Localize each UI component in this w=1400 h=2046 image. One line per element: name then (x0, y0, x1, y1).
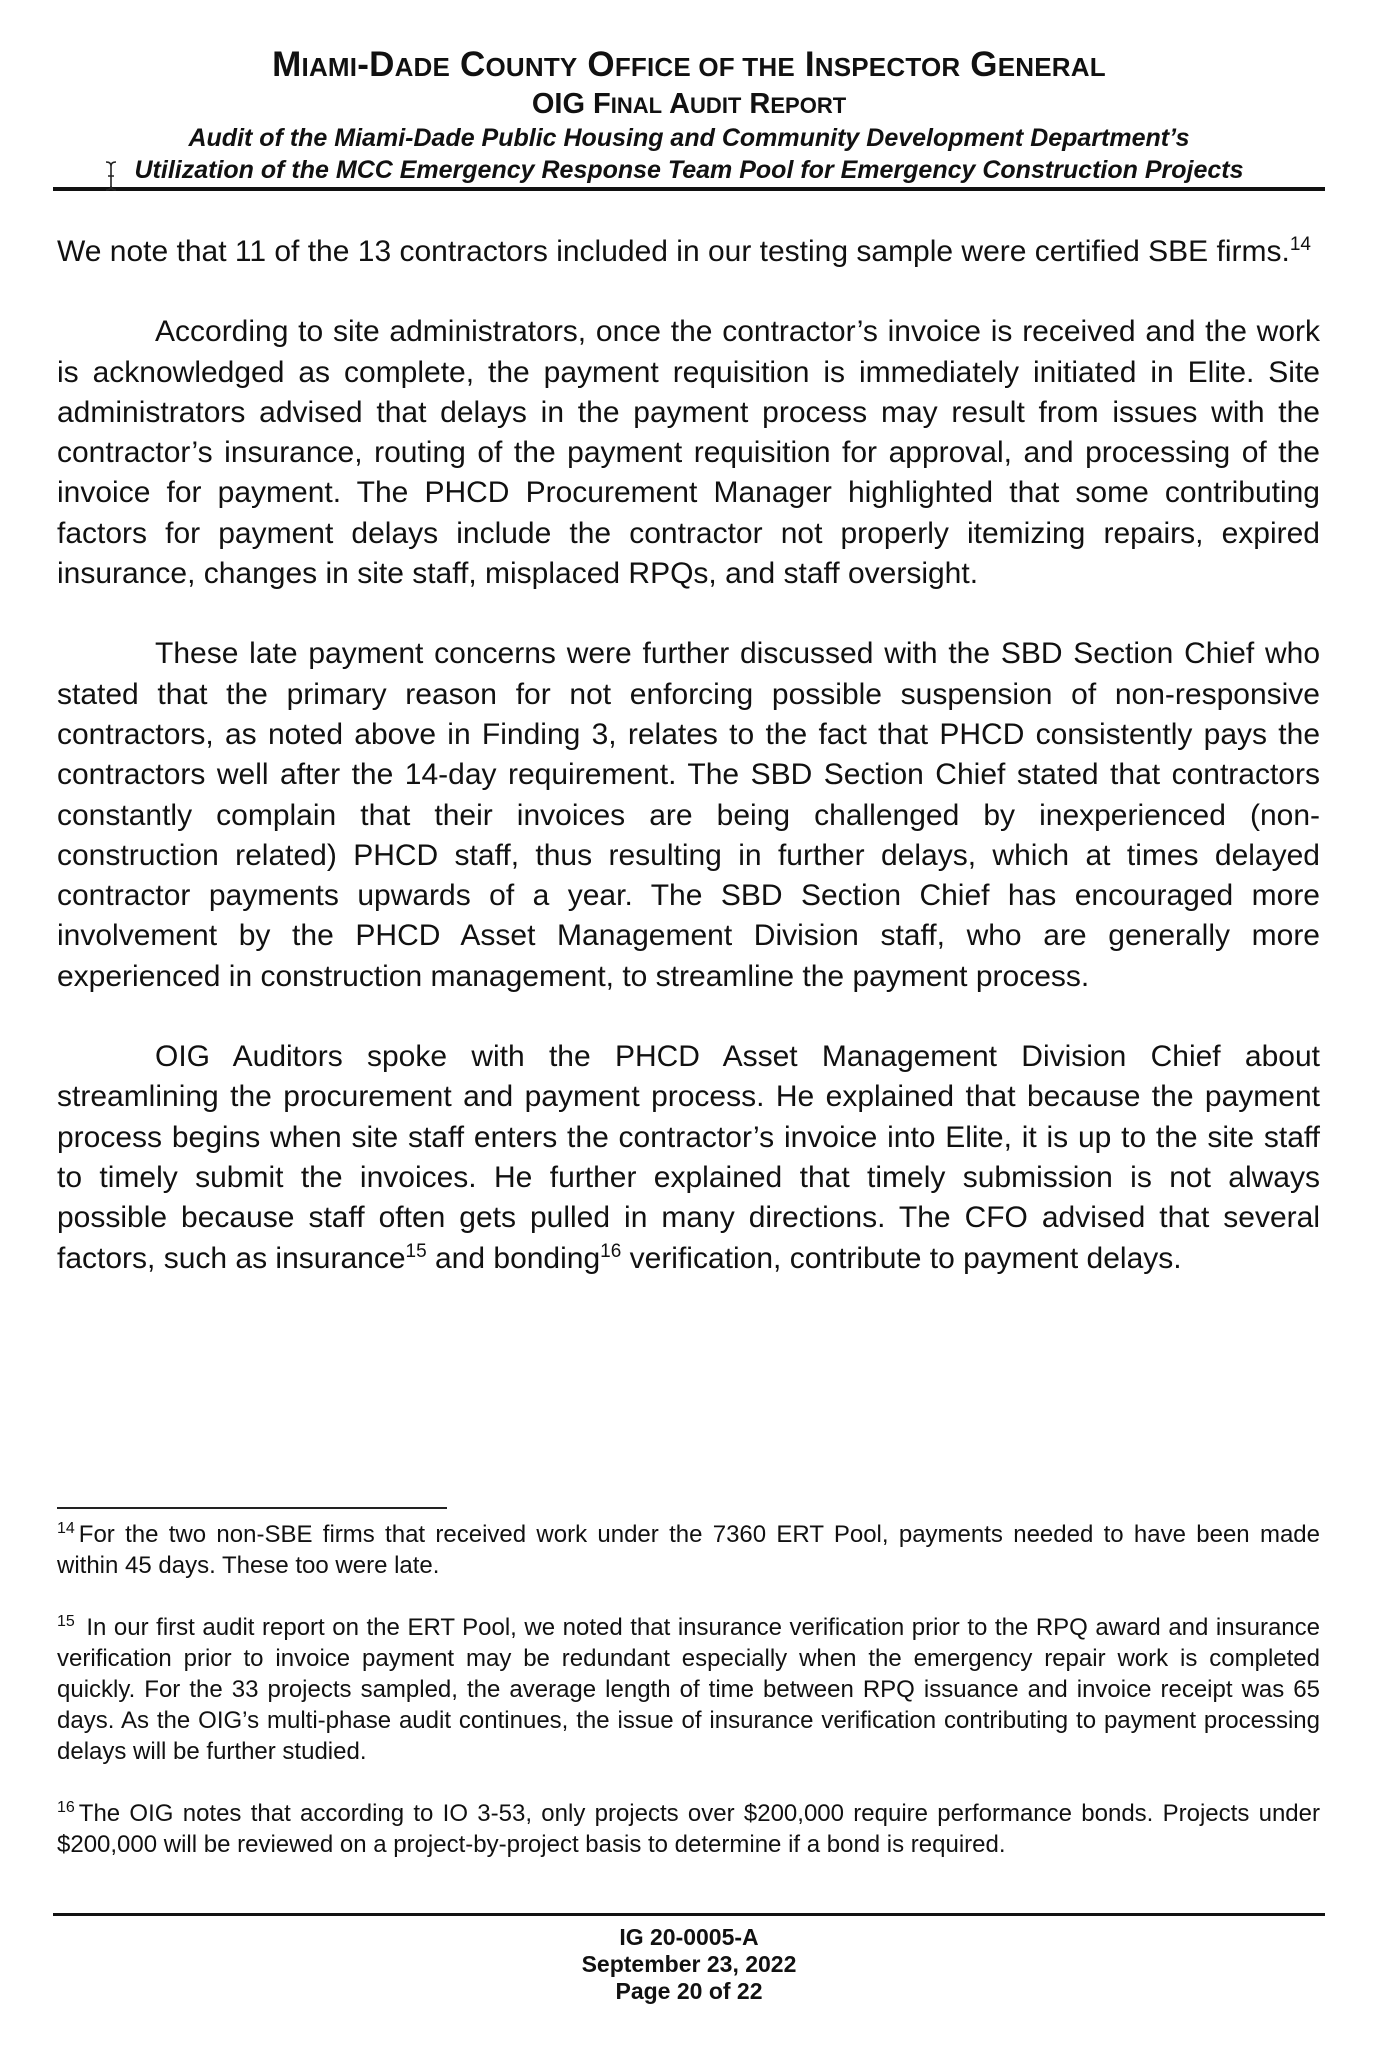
footnote-ref[interactable]: 15 (405, 1240, 427, 1262)
report-number: IG 20-0005-A (619, 1924, 759, 1950)
title-smallcaps: ADE (394, 52, 451, 82)
footnote-ref[interactable]: 16 (600, 1240, 622, 1262)
office-title (53, 44, 1325, 88)
report-cap: A (662, 88, 691, 120)
paragraph-text: and bonding (426, 1241, 601, 1275)
page-number: Page 20 of 22 (615, 1978, 763, 2004)
paragraph-sbe-firms (57, 232, 1320, 272)
title-cap: O (577, 45, 615, 84)
footnotes (57, 1519, 1320, 1891)
title-cap: M (272, 45, 302, 84)
footnote-text: In our first audit report on the ERT Pool, we noted that insurance verification prior to the RPQ award and insurance verification prior to invoice payment may be redundant especially when the emergency repair work is completed quickly. For the 33 projects sampled, the average length of time between RPQ issuance and invoice receipt was 65 days. As the OIG’s multi-phase audit continues, the issue of insurance verification contributing to payment processing delays will be further studied. (57, 1614, 1320, 1765)
report-smallcaps: EPORT (770, 93, 847, 118)
page-header (53, 44, 1325, 186)
title-cap: G (960, 45, 998, 84)
paragraph-late-payment-concerns: These late payment concerns were further discussed with the SBD Section Chief who stated that the primary reason for not enforcing possible suspension of non-responsive contractors, as noted above in Finding 3, relates to the fact that PHCD consistently pays the contractors well after the 14-day requirement. The SBD Section Chief stated that contractors constantly complain that their invoices are being challenged by inexperienced (non-construction related) PHCD staff, thus resulting in further delays, which at times delayed contractor payments upwards of a year. The SBD Section Chief has encouraged more involvement by the PHCD Asset Management Division staff, who are generally more experienced in construction management, to streamline the payment process. (57, 637, 1320, 993)
paragraph-text: verification, contribute to payment delays. (621, 1241, 1182, 1275)
footnote-ref[interactable]: 14 (1289, 234, 1311, 255)
title-smallcaps: OUNTY (485, 52, 578, 82)
audit-subtitle-line2: Utilization of the MCC Emergency Response Team Pool for Emergency Construction Projects (134, 156, 1244, 184)
report-smallcaps: INAL (610, 93, 663, 118)
audit-subtitle-line1: Audit of the Miami-Dade Public Housing and Community Development Department’s (188, 124, 1190, 152)
title-smallcaps: FFICE OF THE (614, 52, 795, 82)
report-date: September 23, 2022 (581, 1951, 797, 1977)
footnote-15 (57, 1612, 1320, 1767)
title-cap: I (794, 45, 815, 84)
footnote-16 (57, 1798, 1320, 1860)
footnote-number: 16 (57, 1799, 75, 1816)
paragraph-site-administrators: According to site administrators, once the contractor’s invoice is received and the work is acknowledged as complete, the payment requisition is immediately initiated in Elite. Site administrators advised that delays in the payment process may result from issues with the contractor’s insurance, routing of the payment requisition for approval, and processing of the invoice for payment. The PHCD Procurement Manager highlighted that some contributing factors for payment delays include the contractor not properly itemizing repairs, expired insurance, changes in site staff, misplaced RPQs, and staff oversight. (57, 315, 1320, 591)
title-smallcaps: ENERAL (997, 52, 1106, 82)
title-smallcaps: IAMI (301, 52, 358, 82)
footer-rule (53, 1913, 1325, 1916)
paragraph-text: We note that 11 of the 13 contractors included in our testing sample were certified SBE firms. (57, 235, 1290, 268)
header-rule (53, 187, 1325, 191)
title-cap: C (450, 45, 486, 84)
footnote-number: 15 (57, 1613, 75, 1630)
text-cursor-icon (104, 160, 118, 192)
body-text (57, 232, 1320, 1319)
footnote-text: The OIG notes that according to IO 3-53, only projects over $200,000 require performance bonds. Projects under $200,000 will be reviewed on a project-by-project basis to determine if a bond is required. (57, 1800, 1320, 1858)
report-cap: OIG F (531, 88, 611, 120)
report-cap: R (741, 88, 771, 120)
paragraph-oig-auditors (57, 1037, 1320, 1279)
footnote-separator (57, 1507, 447, 1509)
report-type (53, 88, 1325, 122)
paragraph-text: OIG Auditors spoke with the PHCD Asset Management Division Chief about streamlining the procurement and payment process. He explained that because the payment process begins when site staff enters the contractor’s invoice into Elite, it is up to the site staff to timely submit the invoices. He further explained that timely submission is not always possible because staff often gets pulled in many directions. The CFO advised that several factors, such as insurance (57, 1040, 1320, 1275)
footnote-number: 14 (57, 1520, 75, 1537)
report-smallcaps: UDIT (690, 93, 742, 118)
footnote-14 (57, 1519, 1320, 1581)
title-cap: -D (357, 45, 395, 84)
footnote-text: For the two non-SBE firms that received work under the 7360 ERT Pool, payments needed to have been made within 45 days. These too were late. (57, 1521, 1320, 1579)
page-footer (53, 1924, 1325, 2005)
title-smallcaps: NSPECTOR (814, 52, 961, 82)
